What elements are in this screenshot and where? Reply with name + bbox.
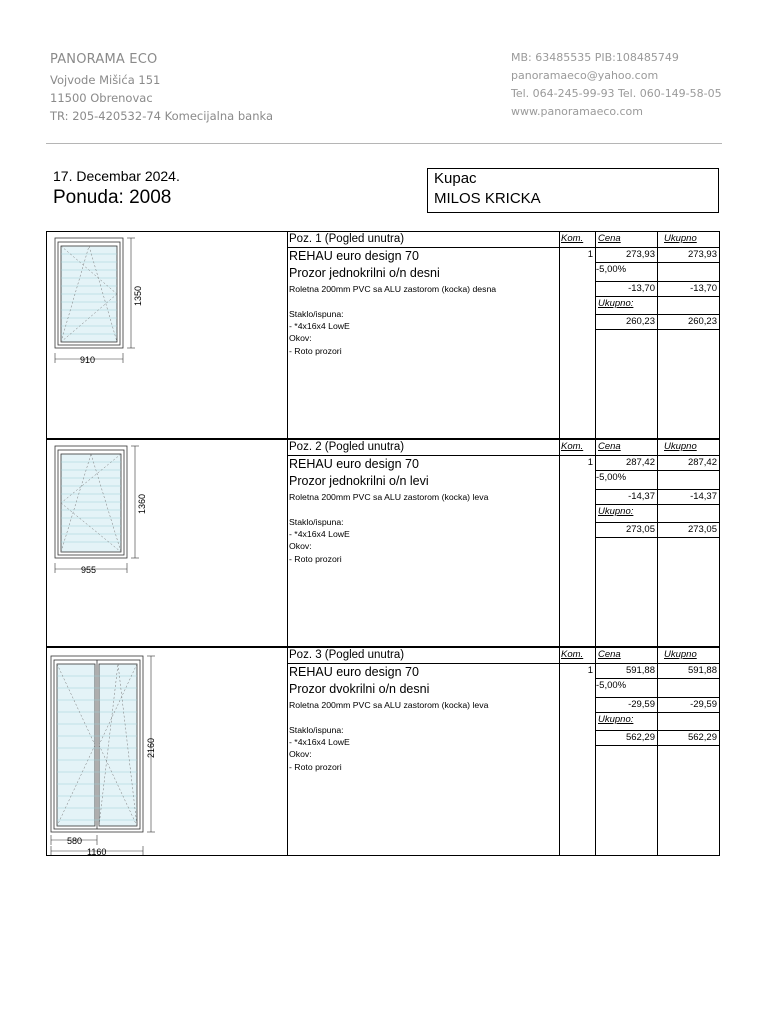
company-address: Vojvode Mišića 151	[50, 73, 161, 87]
position-okov-2: - Roto prozori	[289, 554, 342, 564]
kom-value-2: 1	[587, 457, 593, 468]
kom-value-3: 1	[587, 665, 593, 676]
company-email[interactable]: panoramaeco@yahoo.com	[511, 69, 659, 82]
rabat-cena-3: -29,59	[628, 699, 655, 710]
rabat-ukupno-2: -14,37	[690, 491, 717, 502]
rabat-ukupno-3: -29,59	[690, 699, 717, 710]
subtotal-ukupno-1: 260,23	[687, 316, 717, 327]
width-dimension-3: 1160	[87, 847, 107, 855]
position-header-2: Poz. 2 (Pogled unutra)	[289, 441, 405, 453]
ukupno-value-3: 591,88	[687, 665, 717, 676]
header-divider	[46, 143, 722, 144]
company-city: 11500 Obrenovac	[50, 91, 153, 105]
position-okov-3: - Roto prozori	[289, 762, 342, 772]
position-okov-label-1: Okov:	[289, 333, 312, 343]
ukupno-value-1: 273,93	[687, 249, 717, 260]
company-bank-account: TR: 205-420532-74 Komecijalna banka	[50, 109, 273, 123]
company-name: PANORAMA ECO	[50, 52, 158, 67]
position-header-1: Poz. 1 (Pogled unutra)	[289, 233, 405, 245]
subtotal-cena-3: 562,29	[625, 732, 655, 743]
rabat-percent-2: -5,00%	[596, 472, 627, 483]
col-ukupno-header-3: Ukupno	[664, 649, 697, 660]
position-title-1: Prozor jednokrilni o/n desni	[289, 266, 440, 280]
offer-number: Ponuda: 2008	[53, 187, 172, 208]
col-kom-header-3: Kom.	[561, 649, 584, 660]
rabat-percent-3: -5,00%	[596, 680, 627, 691]
window-drawing-1	[47, 232, 287, 438]
col-ukupno-header-2: Ukupno	[664, 441, 697, 452]
col-cena-header-3: Cena	[598, 649, 621, 660]
rabat-percent-1: -5,00%	[596, 264, 627, 275]
position-roletna-2: Roletna 200mm PVC sa ALU zastorom (kocka) leva	[289, 492, 489, 502]
position-title-2: Prozor jednokrilni o/n levi	[289, 474, 429, 488]
offer-date: 17. Decembar 2024.	[53, 168, 180, 184]
position-row-3	[46, 647, 720, 856]
subtotal-ukupno-3: 562,29	[687, 732, 717, 743]
window-drawing-2	[47, 440, 287, 646]
width-dimension-2: 955	[81, 565, 97, 575]
position-staklo-label-3: Staklo/ispuna:	[289, 725, 344, 735]
col-cena-header-2: Cena	[598, 441, 621, 452]
position-roletna-3: Roletna 200mm PVC sa ALU zastorom (kocka) leva	[289, 700, 489, 710]
sash-width-dimension-3: 580	[67, 836, 83, 846]
rabat-cena-1: -13,70	[628, 283, 655, 294]
position-staklo-label-2: Staklo/ispuna:	[289, 517, 344, 527]
customer-box	[427, 168, 719, 213]
cena-value-2: 287,42	[625, 457, 655, 468]
position-system-1: REHAU euro design 70	[289, 249, 419, 263]
subtotal-label-3: Ukupno:	[598, 714, 634, 725]
subtotal-ukupno-2: 273,05	[687, 524, 717, 535]
position-okov-label-2: Okov:	[289, 541, 312, 551]
position-title-3: Prozor dvokrilni o/n desni	[289, 682, 430, 696]
col-kom-header-2: Kom.	[561, 441, 584, 452]
position-system-2: REHAU euro design 70	[289, 457, 419, 471]
position-row-1	[46, 231, 720, 439]
company-ids: MB: 63485535 PIB:108485749	[511, 51, 679, 64]
subtotal-cena-1: 260,23	[625, 316, 655, 327]
position-staklo-2: - *4x16x4 LowE	[289, 529, 350, 539]
position-header-3: Poz. 3 (Pogled unutra)	[289, 649, 405, 661]
ukupno-value-2: 287,42	[687, 457, 717, 468]
position-staklo-3: - *4x16x4 LowE	[289, 737, 350, 747]
height-dimension-2: 1360	[137, 493, 147, 514]
col-kom-header-1: Kom.	[561, 233, 584, 244]
width-dimension-1: 910	[80, 355, 96, 365]
company-info	[50, 52, 273, 125]
rabat-ukupno-1: -13,70	[690, 283, 717, 294]
window-drawing-3	[47, 648, 287, 855]
position-staklo-label-1: Staklo/ispuna:	[289, 309, 344, 319]
subtotal-label-2: Ukupno:	[598, 506, 634, 517]
position-roletna-1: Roletna 200mm PVC sa ALU zastorom (kocka) desna	[289, 284, 497, 294]
cena-value-1: 273,93	[625, 249, 655, 260]
height-dimension-1: 1350	[133, 285, 143, 306]
cena-value-3: 591,88	[625, 665, 655, 676]
company-contact	[511, 49, 722, 121]
company-website[interactable]: www.panoramaeco.com	[511, 105, 643, 118]
position-okov-1: - Roto prozori	[289, 346, 342, 356]
customer-label: Kupac	[434, 170, 477, 187]
rabat-cena-2: -14,37	[628, 491, 655, 502]
company-phones: Tel. 064-245-99-93 Tel. 060-149-58-05	[511, 87, 722, 100]
col-ukupno-header-1: Ukupno	[664, 233, 697, 244]
position-row-2	[46, 439, 720, 647]
height-dimension-3: 2160	[146, 737, 156, 758]
customer-name: MILOS KRICKA	[434, 190, 541, 207]
kom-value-1: 1	[587, 249, 593, 260]
subtotal-cena-2: 273,05	[625, 524, 655, 535]
position-okov-label-3: Okov:	[289, 749, 312, 759]
position-system-3: REHAU euro design 70	[289, 665, 419, 679]
subtotal-label-1: Ukupno:	[598, 298, 634, 309]
position-staklo-1: - *4x16x4 LowE	[289, 321, 350, 331]
col-cena-header-1: Cena	[598, 233, 621, 244]
